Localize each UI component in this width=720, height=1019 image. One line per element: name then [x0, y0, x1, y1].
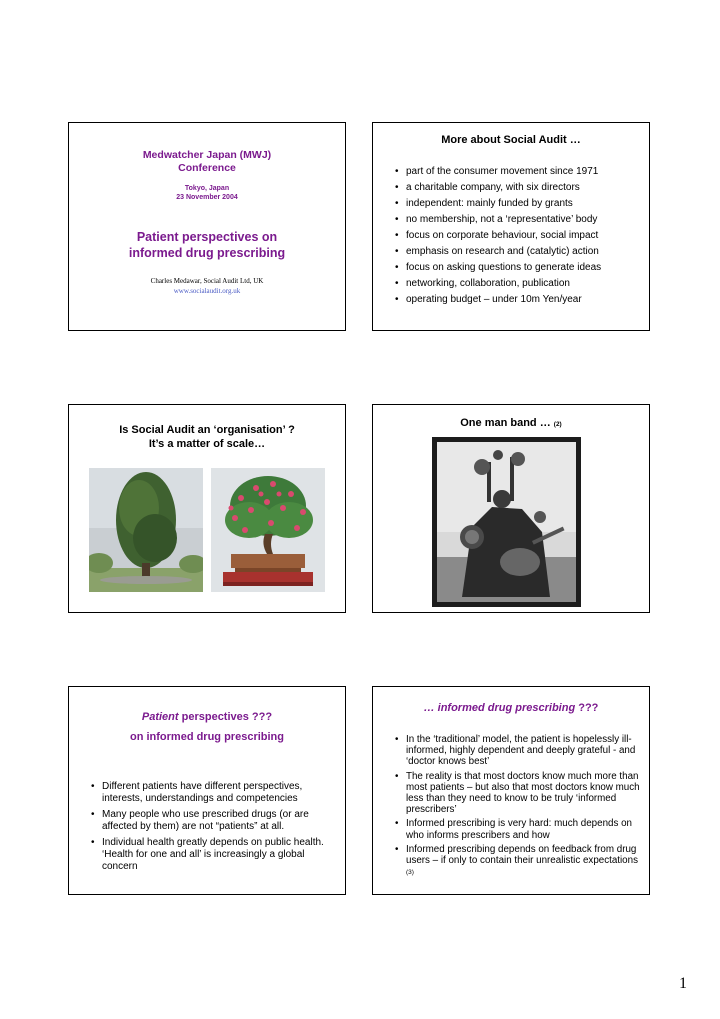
list-item: • Individual health greatly depends on public health. ‘Health for one and all’ is increasingly a global concern: [89, 837, 339, 873]
list-item: • Informed prescribing is very hard: much depends on who informs prescribers and how: [393, 818, 643, 840]
slide-informed-prescribing: [372, 686, 650, 895]
bullet-list: [393, 166, 645, 310]
list-item: • independent: mainly funded by grants: [393, 198, 645, 209]
list-item: • no membership, not a ‘representative’ body: [393, 214, 645, 225]
list-item: • emphasis on research and (catalytic) action: [393, 246, 645, 257]
reference-number: (2): [553, 421, 562, 428]
list-item: • operating budget – under 10m Yen/year: [393, 294, 645, 305]
one-man-band-photo: [432, 437, 581, 607]
list-item: • Different patients have different perspectives, interests, understandings and competencies: [89, 781, 339, 805]
author-name: Charles Medawar, Social Audit Ltd, UK: [150, 277, 264, 285]
list-item: • focus on asking questions to generate ideas: [393, 262, 645, 273]
list-item: • The reality is that most doctors know much more than most patients – but also that most doctors know much less than they need to know to be truly ‘informed prescribers’: [393, 771, 643, 816]
bullet-list: [393, 734, 643, 881]
page-number: 1: [679, 975, 687, 992]
bullet-list: [89, 781, 339, 877]
slide-heading: More about Social Audit …: [441, 134, 581, 146]
slide-heading: … informed drug prescribing ???: [423, 702, 599, 714]
list-item: • a charitable company, with six directors: [393, 182, 645, 193]
slide-title: [68, 122, 346, 331]
list-item: • Informed prescribing depends on feedback from drug users – if only to contain their unrealistic expectations (3): [393, 844, 643, 879]
slide-heading: Patient perspectives ??? on informed drug prescribing: [129, 711, 284, 743]
list-item: • Many people who use prescribed drugs (or are affected by them) are not “patients” at all.: [89, 809, 339, 833]
slide-organisation-scale: [68, 404, 346, 613]
conference-place-date: Tokyo, Japan 23 November 2004: [176, 185, 238, 201]
conference-title: Medwatcher Japan (MWJ) Conference: [142, 149, 272, 174]
slide-heading: Is Social Audit an ‘organisation’ ? It’s a matter of scale…: [119, 424, 295, 450]
large-tree-photo: [89, 468, 203, 592]
slide-patient-perspectives: [68, 686, 346, 895]
author-block: [69, 276, 345, 296]
list-item: • part of the consumer movement since 1971: [393, 166, 645, 177]
reference-number: (3): [406, 869, 414, 877]
slide-one-man-band: [372, 404, 650, 613]
bonsai-tree-photo: [211, 468, 325, 592]
list-item: • In the ‘traditional’ model, the patient is hopelessly ill-informed, highly dependent and deeply grateful - and ‘doctor knows best’: [393, 734, 643, 768]
slide-more-about: [372, 122, 650, 331]
list-item: • focus on corporate behaviour, social impact: [393, 230, 645, 241]
author-url-link[interactable]: www.socialaudit.org.uk: [173, 287, 241, 295]
list-item: • networking, collaboration, publication: [393, 278, 645, 289]
talk-title: Patient perspectives on informed drug prescribing: [128, 230, 286, 260]
slide-heading: One man band … (2): [460, 417, 562, 429]
